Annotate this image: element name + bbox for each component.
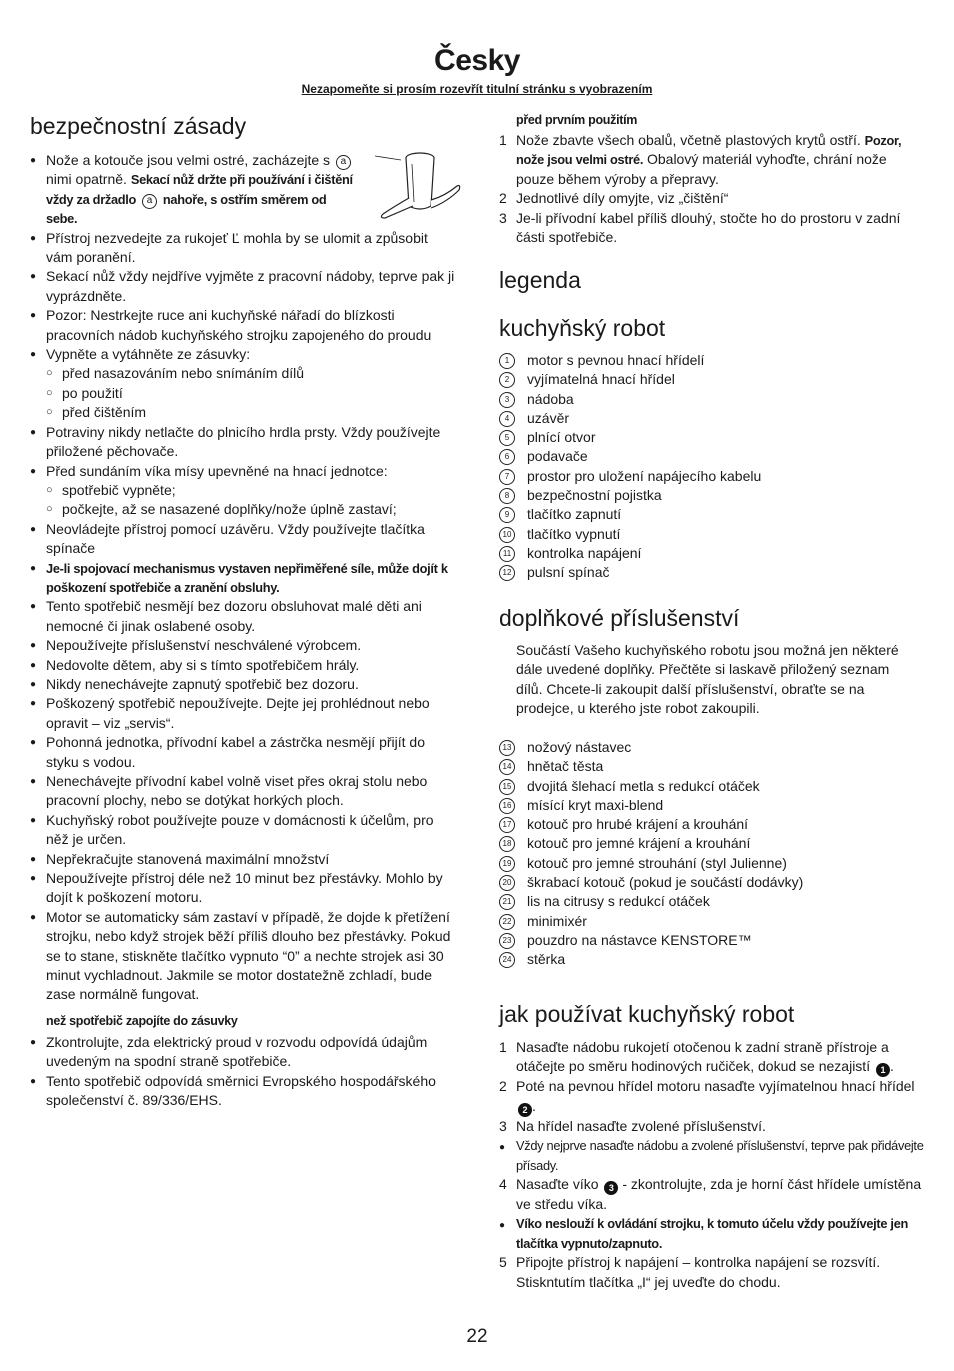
- list-item: ● Vždy nejprve nasaďte nádobu a zvolené příslušenství, teprve pak přidávejte přísady.: [499, 1138, 924, 1173]
- number-circle-icon: 23: [499, 933, 515, 949]
- legend-item: [499, 525, 927, 544]
- number-circle-icon: 2: [499, 372, 515, 388]
- legend-item: [499, 390, 927, 409]
- legend-item-label: mísící kryt maxi-blend: [527, 796, 664, 813]
- legend-item: [499, 351, 927, 370]
- number-circle-icon: 22: [499, 914, 515, 930]
- legend-item-label: pouzdro na nástavce KENSTORE™: [527, 931, 752, 948]
- list-item: ● Nikdy nenechávejte zapnutý spotřebič bez dozoru.: [30, 675, 455, 694]
- list-item: ● Tento spotřebič odpovídá směrnici Evropského hospodářského společenství č. 89/336/EHS.: [30, 1072, 455, 1111]
- number-circle-icon: 3: [499, 392, 515, 408]
- legend-item-label: dvojitá šlehací metla s redukcí otáček: [527, 777, 760, 794]
- list-item: 5 Připojte přístroj k napájení – kontrolka napájení se rozsvítí. Stiskntutím tlačítka „I“ jej uveďte do chodu.: [499, 1254, 881, 1290]
- number-circle-icon: 17: [499, 817, 515, 833]
- number-circle-icon: 10: [499, 527, 515, 543]
- sub-list-item: ○ po použití: [46, 384, 455, 403]
- legend-item-label: kontrolka napájení: [527, 544, 642, 561]
- number-circle-icon: 11: [499, 546, 515, 562]
- legend-item-label: nožový nástavec: [527, 739, 632, 755]
- sub-list-item: ○ počkejte, až se nasazené doplňky/nože úplně zastaví;: [46, 500, 455, 519]
- list-item: ● Motor se automaticky sám zastaví v případě, že dojde k přetížení strojku, nebo když strojek běží příliš dlouho bez přestávky. Pokud se to stane, stiskněte tlačítko vypnuto “0” a nechte strojek asi 30 minut vychladnout. Jakmile se motor dostatežně zchladí, bude zase normálně fungovat.: [30, 908, 455, 1005]
- howto-heading: jak používat kuchyňský robot: [499, 1001, 795, 1027]
- number-circle-icon: 24: [499, 952, 515, 968]
- legend-item-label: tlačítko zapnutí: [527, 506, 622, 523]
- legend-item: [499, 370, 927, 389]
- list-item: ● Nepoužívejte příslušenství neschválené výrobcem.: [30, 636, 455, 655]
- legend-list: [499, 351, 927, 583]
- list-item: 3 Na hřídel nasaďte zvolené příslušenství.: [499, 1117, 766, 1134]
- first-use-list: [499, 131, 927, 247]
- list-item: 1 Nasaďte nádobu rukojetí otočenou k zadní straně přístroje a otáčejte po směru hodinových ručiček, dokud se nezajistí 1 .: [499, 1039, 894, 1076]
- legend-item-label: vyjímatelná hnací hřídel: [527, 371, 675, 388]
- legend-item: [499, 428, 927, 447]
- before-plugging-heading: než spotřebič zapojíte do zásuvky: [46, 1014, 238, 1028]
- legend-item-label: pulsní spínač: [527, 564, 610, 581]
- legend-item: [499, 467, 927, 486]
- legend-item: [499, 912, 927, 931]
- number-circle-icon: 4: [499, 411, 515, 427]
- number-circle-icon: 12: [499, 565, 515, 581]
- howto-list: [499, 1038, 927, 1292]
- page-subtitle: Nezapomeňte si prosím rozevřít titulní stránku s vyobrazením: [301, 82, 653, 96]
- first-use-heading: před prvním použitím: [516, 113, 638, 127]
- step-2-icon: 2: [518, 1103, 532, 1117]
- sub-list-item: ○ před nasazováním nebo snímáním dílů: [46, 364, 455, 383]
- number-circle-icon: 14: [499, 759, 515, 775]
- list-item: ● Nepoužívejte přístroj déle než 10 minut bez přestávky. Mohlo by dojít k poškození motoru.: [30, 869, 455, 908]
- legend-item-label: plnící otvor: [527, 429, 596, 446]
- legend-item: [499, 892, 927, 911]
- list-item: ● Poškozený spotřebič nepoužívejte. Dejte jej prohlédnout nebo opravit – viz „servis“.: [30, 694, 455, 733]
- number-circle-icon: 7: [499, 469, 515, 485]
- number-circle-icon: 20: [499, 875, 515, 891]
- legend-item: [499, 757, 927, 776]
- legend-item-label: kotouč pro hrubé krájení a krouhání: [527, 816, 749, 833]
- page-number: 22: [466, 1326, 488, 1347]
- legend-item-label: stěrka: [527, 951, 566, 968]
- list-item: ● Neovládejte přístroj pomocí uzávěru. Vždy používejte tlačítka spínače: [30, 520, 455, 559]
- safety-heading: bezpečnostní zásady: [30, 113, 247, 139]
- sub-list: [46, 481, 455, 520]
- page-title: Česky: [434, 44, 520, 77]
- number-circle-icon: 15: [499, 779, 515, 795]
- legend-item: [499, 447, 927, 466]
- robot-heading: kuchyňský robot: [499, 315, 666, 341]
- legend-item: [499, 544, 927, 563]
- list-item: ● Potraviny nikdy netlačte do plnicího hrdla prsty. Vždy používejte přiložené pěchovače.: [30, 423, 455, 462]
- list-item: ● Je-li spojovací mechanismus vystaven nepřiměřené síle, může dojít k poškození spotřebiče a zranění obsluhy.: [30, 559, 455, 598]
- number-circle-icon: 1: [499, 353, 515, 369]
- list-item: ● Nože a kotouče jsou velmi ostré, zacházejte s a nimi opatrně. Sekací nůž držte při používání i čištění vždy za držadlo a nahoře, s ostřím směrem od sebe.: [30, 151, 455, 229]
- legend-heading: legenda: [499, 267, 581, 293]
- list-item: 2 Jednotlivé díly omyjte, viz „čištění“: [499, 190, 729, 207]
- number-circle-icon: 8: [499, 488, 515, 504]
- legend-item-label: motor s pevnou hnací hřídelí: [527, 352, 705, 368]
- number-circle-icon: 9: [499, 507, 515, 523]
- legend-item: [499, 950, 927, 969]
- legend-item: [499, 409, 927, 428]
- legend-item-label: škrabací kotouč (pokud je součástí dodávky): [527, 874, 804, 891]
- list-item: ● Pozor: Nestrkejte ruce ani kuchyňské nářadí do blízkosti pracovních nádob kuchyňského strojku zapojeného do proudu: [30, 306, 455, 345]
- list-item: ● Víko neslouží k ovládání strojku, k tomuto účelu vždy používejte jen tlačítka vypnuto/zapnuto.: [499, 1216, 909, 1251]
- sub-list-item: ○ spotřebič vypněte;: [46, 481, 455, 500]
- number-circle-icon: 19: [499, 856, 515, 872]
- list-item: 2 Poté na pevnou hřídel motoru nasaďte vyjímatelnou hnací hřídel 2 .: [499, 1078, 915, 1115]
- legend-item-label: prostor pro uložení napájecího kabelu: [527, 467, 762, 484]
- legend-item-label: lis na citrusy s redukcí otáček: [527, 893, 710, 910]
- legend-item-label: kotouč pro jemné strouhání (styl Julienne): [527, 854, 787, 871]
- legend-item: [499, 796, 927, 815]
- step-1-icon: 1: [876, 1063, 890, 1077]
- legend-item-label: podavače: [527, 448, 588, 465]
- legend-item: [499, 815, 927, 834]
- list-item: ● Nepřekračujte stanovená maximální množství: [30, 850, 455, 869]
- legend-item: [499, 931, 927, 950]
- sub-list: [46, 364, 455, 422]
- accessories-heading: doplňkové příslušenství: [499, 605, 740, 631]
- legend-item-label: minimixér: [527, 912, 587, 929]
- legend-item-label: bezpečnostní pojistka: [527, 487, 662, 504]
- number-circle-icon: 5: [499, 430, 515, 446]
- step-3-icon: 3: [604, 1181, 618, 1195]
- legend-item-label: nádoba: [527, 390, 574, 407]
- legend-item: [499, 834, 927, 853]
- legend-item-label: uzávěr: [527, 409, 570, 426]
- legend-item-label: tlačítko vypnutí: [527, 525, 621, 542]
- list-item: ● Vypněte a vytáhněte ze zásuvky: ○ před nasazováním nebo snímáním dílů ○ po použití ○ před čištěním: [30, 345, 455, 423]
- sub-list-item: ○ před čištěním: [46, 403, 455, 422]
- legend-item: [499, 563, 927, 582]
- number-circle-icon: 6: [499, 449, 515, 465]
- list-item: ● Pohonná jednotka, přívodní kabel a zástrčka nesmějí přijít do styku s vodou.: [30, 733, 455, 772]
- legend-item-label: kotouč pro jemné krájení a krouhání: [527, 835, 751, 852]
- number-circle-icon: 21: [499, 894, 515, 910]
- legend-item: [499, 738, 927, 757]
- list-item: 4 Nasaďte víko 3 - zkontrolujte, zda je horní část hřídele umístěna ve středu víka.: [499, 1176, 922, 1213]
- list-item: ● Nedovolte dětem, aby si s tímto spotřebičem hrály.: [30, 656, 455, 675]
- list-item: ● Tento spotřebič nesmějí bez dozoru obsluhovat malé děti ani nemocné či jinak oslabené osoby.: [30, 597, 455, 636]
- legend-item: [499, 486, 927, 505]
- before-plugging-list: [30, 1033, 455, 1111]
- list-item: ● Nenechávejte přívodní kabel volně viset přes okraj stolu nebo pracovní plochy, nebo se dotýkat horkých ploch.: [30, 772, 455, 811]
- accessories-list: [499, 738, 927, 970]
- list-item: ● Před sundáním víka mísy upevněné na hnací jednotce: ○ spotřebič vypněte; ○ počkejte, až se nasazené doplňky/nože úplně zastaví;: [30, 462, 455, 520]
- number-circle-icon: 18: [499, 836, 515, 852]
- legend-item: [499, 873, 927, 892]
- legend-item: [499, 854, 927, 873]
- circle-a-icon: a: [142, 194, 157, 209]
- circle-a-icon: a: [336, 155, 351, 170]
- safety-list: [30, 151, 455, 1005]
- list-item: ● Sekací nůž vždy nejdříve vyjměte z pracovní nádoby, teprve pak ji vyprázdněte.: [30, 267, 455, 306]
- list-item: ● Kuchyňský robot používejte pouze v domácnosti k účelům, pro něž je určen.: [30, 811, 455, 850]
- list-item: 3 Je-li přívodní kabel příliš dlouhý, stočte ho do prostoru v zadní části spotřebiče.: [499, 209, 901, 246]
- legend-item-label: hnětač těsta: [527, 758, 604, 775]
- accessories-paragraph: Součástí Vašeho kuchyňského robotu jsou možná jen některé dále uvedené doplňky. Přečtěte si laskavě přiložený seznam dílů. Chcete-li zakoupit další příslušenství, obraťte se na prodejce, u kterého jste robot zakoupili.: [516, 642, 899, 717]
- list-item: 1 Nože zbavte všech obalů, včetně plastových krytů ostří. Pozor, nože jsou velmi ostré. Obalový materiál vyhoďte, chrání nože pouze během výroby a přepravy.: [499, 132, 902, 187]
- legend-item: [499, 505, 927, 524]
- number-circle-icon: 16: [499, 798, 515, 814]
- number-circle-icon: 13: [499, 740, 515, 756]
- list-item: ● Přístroj nezvedejte za rukojeť Ľ mohla by se ulomit a způsobit vám poranění.: [30, 229, 455, 268]
- legend-item: [499, 777, 927, 796]
- list-item: ● Zkontrolujte, zda elektrický proud v rozvodu odpovídá údajům uvedeným na spodní straně spotřebiče.: [30, 1033, 455, 1072]
